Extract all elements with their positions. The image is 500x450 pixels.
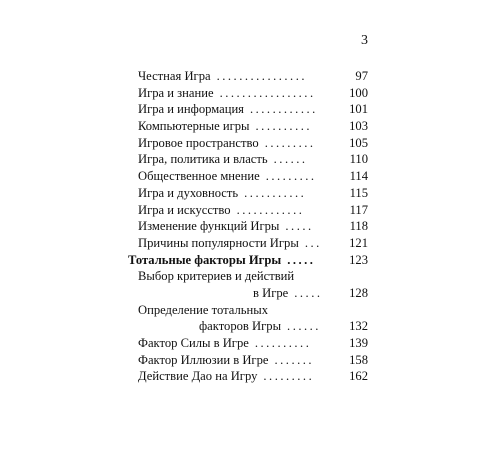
toc-entry-page: 158 [349, 352, 368, 367]
toc-entry-title-line2-wrap [138, 285, 368, 302]
toc-entry-page: 115 [349, 185, 368, 200]
toc-entry [128, 85, 368, 102]
toc-entry-title: Действие Дао на Игру [138, 369, 258, 384]
toc-section-heading [128, 252, 368, 269]
toc-entry-page: 103 [349, 119, 368, 134]
toc-entry-title-line2: факторов Игры [199, 319, 282, 334]
toc-entry-title-line2: в Игре [253, 285, 289, 300]
toc-entry-page: 121 [349, 235, 368, 250]
toc-entry-page: 114 [349, 169, 368, 184]
toc-entry-title: Игра и духовность [138, 185, 239, 200]
toc-entry-title: Причины популярности Игры [138, 235, 299, 250]
toc-entry-page: 139 [349, 336, 368, 351]
toc-entry-title: Игра и знание [138, 85, 214, 100]
toc-entry [128, 118, 368, 135]
toc-leader-dots: ........... [244, 185, 307, 200]
toc-entry [128, 168, 368, 185]
toc-entry-title: Фактор Силы в Игре [138, 336, 249, 351]
toc-entry-page: 97 [355, 69, 368, 83]
toc-entry-title: Фактор Иллюзии в Игре [138, 352, 269, 367]
toc-leader-dots: ...... [287, 319, 321, 334]
toc-leader-dots: ......... [263, 369, 315, 384]
toc-entry-page: 117 [349, 202, 368, 217]
toc-entry-title: Компьютерные игры [138, 119, 250, 134]
toc-entry [128, 101, 368, 118]
toc-entry [128, 268, 368, 301]
toc-entry-page: 110 [349, 152, 368, 167]
toc-entry-page: 105 [349, 135, 368, 150]
toc-entry-title: Игра и искусство [138, 202, 231, 217]
toc-entry [128, 368, 368, 385]
toc-entry-title-line2-wrap [138, 318, 368, 335]
toc-leader-dots: ............ [236, 202, 305, 217]
toc-entry [128, 218, 368, 235]
toc-entry-page: 118 [349, 219, 368, 234]
toc-entry-title: Игра, политика и власть [138, 152, 268, 167]
table-of-contents [128, 68, 368, 385]
toc-entry-title-line1: Определение тотальных [138, 302, 268, 317]
toc-leader-dots: ......... [265, 169, 317, 184]
toc-leader-dots: ... [304, 235, 322, 250]
toc-leader-dots: ............ [249, 102, 318, 117]
toc-entry-page: 101 [349, 102, 368, 117]
toc-entry [128, 68, 368, 85]
toc-leader-dots: ..... [287, 252, 316, 267]
toc-entry [128, 302, 368, 335]
toc-entry [128, 235, 368, 252]
toc-entry [128, 202, 368, 219]
toc-entry-title: Честная Игра [138, 69, 211, 83]
toc-leader-dots: .......... [255, 119, 313, 134]
toc-entry [128, 335, 368, 352]
toc-leader-dots: .......... [254, 336, 312, 351]
toc-entry [128, 185, 368, 202]
toc-entry-title: Изменение функций Игры [138, 219, 280, 234]
toc-leader-dots: ................ [216, 69, 307, 83]
toc-entry-page: 123 [349, 252, 368, 267]
toc-leader-dots: ......... [264, 135, 316, 150]
toc-entry-page: 128 [349, 285, 368, 300]
toc-entry-page: 162 [349, 369, 368, 384]
toc-leader-dots: ..... [294, 285, 323, 300]
toc-entry-title: Игровое пространство [138, 135, 259, 150]
toc-entry-page: 132 [349, 319, 368, 334]
toc-entry-title-line1: Выбор критериев и действий [138, 269, 295, 284]
toc-entry [128, 352, 368, 369]
toc-entry-title: Общественное мнение [138, 169, 260, 184]
toc-entry [128, 151, 368, 168]
toc-leader-dots: ................. [219, 85, 316, 100]
toc-entry-title: Игра и информация [138, 102, 244, 117]
toc-leader-dots: ...... [273, 152, 308, 167]
toc-leader-dots: ....... [274, 352, 315, 367]
toc-entry [128, 135, 368, 152]
toc-leader-dots: ..... [285, 219, 314, 234]
toc-entry-page: 100 [349, 85, 368, 100]
page-number: 3 [361, 33, 368, 48]
toc-entry-title: Тотальные факторы Игры [128, 252, 282, 267]
